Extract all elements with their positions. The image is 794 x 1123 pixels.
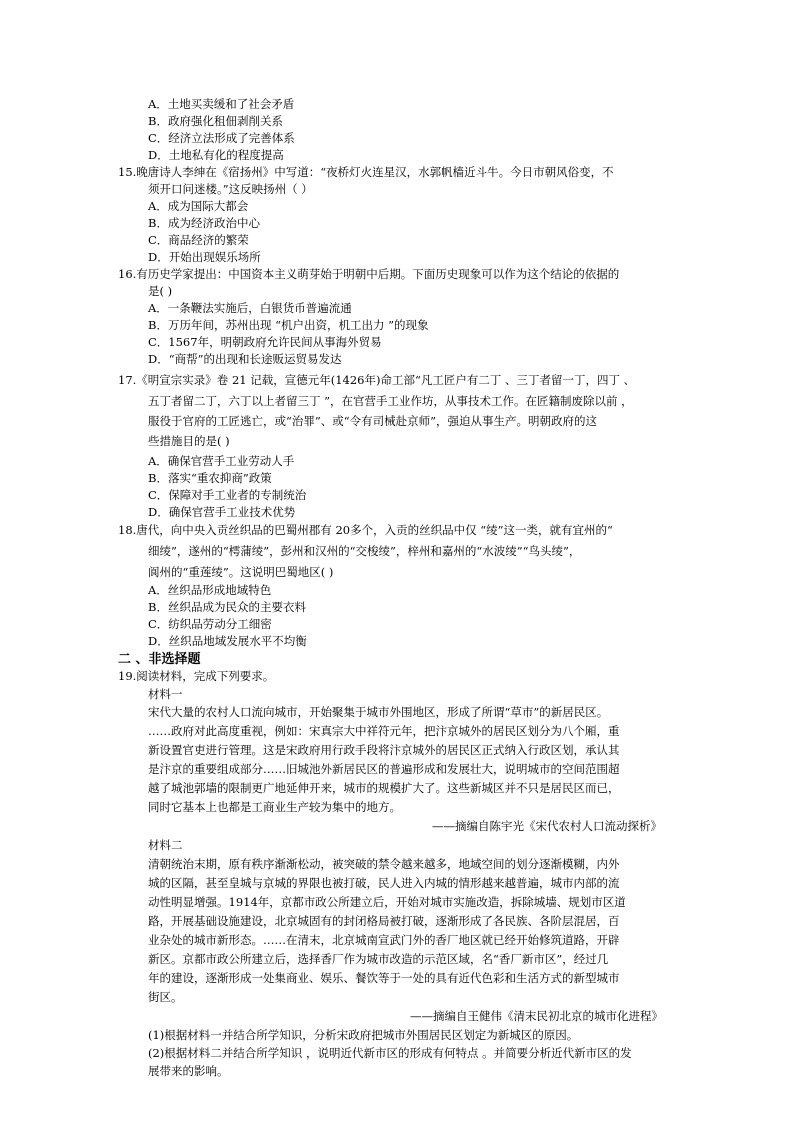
q15-option-d: D．开始出现娱乐场所	[148, 250, 261, 264]
material1-source: ——摘编自陈宇光《宋代农村人口流动探析》	[432, 819, 662, 833]
q17-stem-line3: 服役于官府的工匠逃亡，或“治罪”、或“令有司械赴京师”，强迫从事生产。明朝政府的这	[148, 414, 598, 428]
material2-line8: 街区。	[148, 990, 183, 1004]
q17-option-d: D．确保官营手工业技术优势	[148, 505, 296, 519]
material1-line2: ……政府对此高度重视，例如：宋真宗大中祥符元年，把汴京城外的居民区划分为八个厢，重	[148, 724, 620, 738]
material2-line2: 城的区隔，甚至皇城与京城的界限也被打破，民人进入内城的情形越来越普遍，城市内部的流	[148, 876, 620, 890]
material1-line6: 同时它基本上也都是工商业生产较为集中的地方。	[148, 800, 401, 814]
q16-option-a: A．一条鞭法实施后，白银货币普遍流通	[148, 301, 352, 315]
q18-option-b: B．丝织品成为民众的主要衣料	[148, 600, 306, 614]
q18-option-c: C．纺织品劳动分工细密	[148, 617, 272, 631]
material1-line5: 越了城池郭墙的限制更广地延伸开来，城市的规模扩大了。这些新城区并不只是居民区而已，	[148, 781, 620, 795]
q17-option-b: B．落实“重农抑商”政策	[148, 471, 272, 485]
material2-label: 材料二	[148, 838, 183, 852]
q16-option-c: C．1567年，明朝政府允许民间从事海外贸易	[148, 335, 382, 349]
q15-option-b: B．成为经济政治中心	[148, 216, 260, 230]
q15-option-a: A．成为国际大都会	[148, 199, 249, 213]
q17-option-c: C．保障对手工业者的专制统治	[148, 488, 307, 502]
material1-line1: 宋代大量的农村人口流向城市，开始聚集于城市外围地区，形成了所谓“草市”的新居民区。	[148, 705, 609, 719]
q15-stem-line2: 须开口问迷楼。”这反映扬州（ ）	[148, 182, 313, 196]
material2-line6: 新区。京都市政公所建立后，选择香厂作为城市改造的示范区域，名“香厂新市区”，经过几	[148, 952, 609, 966]
q14-option-c: C．经济立法形成了完善体系	[148, 131, 295, 145]
q17-stem-line2: 五丁者留二丁，六丁以上者留三丁 ”，在官营手工业作坊，从事技术工作。在匠籍制废除以前 ，	[148, 394, 633, 408]
q18-stem-line3: 阆州的“重莲绫”。这说明巴蜀地区( )	[148, 565, 334, 579]
q14-option-d: D．土地私有化的程度提高	[148, 148, 284, 162]
q16-option-d: D．“商帮”的出现和长途贩运贸易发达	[148, 352, 342, 366]
q15-stem-line1: 15.晚唐诗人李绅在《宿扬州》中写道：“夜桥灯火连星汉，水郭帆樯近斗牛。今日市朝风俗变，不	[118, 165, 614, 179]
q16-stem-line1: 16.有历史学家提出：中国资本主义萌芽始于明朝中后期。下面历史现象可以作为这个结论的依据的	[118, 267, 620, 281]
material2-line3: 动性明显增强。1914年，京都市政公所建立后，开始对城市实施改造，拆除城墙、规划市区道	[148, 895, 626, 909]
material1-line4: 是汴京的重要组成部分……旧城池外新居民区的普遍形成和发展壮大，说明城市的空间范围超	[148, 762, 620, 776]
material2-line7: 年的建设，逐渐形成一处集商业、娱乐、餐饮等于一处的具有近代色彩和生活方式的新型城市	[148, 971, 620, 985]
requirement-2-line2: 展带来的影响。	[148, 1064, 229, 1078]
q15-option-c: C．商品经济的繁荣	[148, 233, 249, 247]
material2-line5: 业杂处的城市新形态。……在清末，北京城南宣武门外的香厂地区就已经开始修筑道路，开辟	[148, 933, 620, 947]
requirement-2-line1: (2)根据材料二并结合所学知识 ，说明近代新市区的形成有何特点 。并简要分析近代新市区的发	[148, 1046, 632, 1060]
q16-stem-line2: 是( )	[148, 284, 173, 298]
section-title: 二 、非选择题	[118, 652, 201, 667]
q19-intro: 19.阅读材料，完成下列要求。	[118, 669, 275, 683]
requirement-1: (1)根据材料一并结合所学知识，分析宋政府把城市外围居民区划定为新城区的原因。	[148, 1028, 579, 1042]
q17-stem-line4: 些措施目的是( )	[148, 434, 230, 448]
q18-stem-line2: 细绫”，遂州的“樗蒲绫”，彭州和汉州的“交梭绫”，梓州和嘉州的“水波绫”“鸟头绫”，	[148, 544, 581, 558]
q18-stem-line1: 18.唐代，向中央入贡丝织品的巴蜀州郡有 20多个，入贡的丝织品中仅 “绫”这一类，就有宜州的“	[118, 523, 613, 537]
material1-label: 材料一	[148, 687, 183, 701]
material2-line4: 路，开展基础设施建设，北京城固有的封闭格局被打破，逐渐形成了各民族、各阶层混居，百	[148, 914, 620, 928]
q14-option-b: B．政府强化租佃剥削关系	[148, 114, 283, 128]
q18-option-a: A．丝织品形成地域特色	[148, 583, 272, 597]
q14-option-a: A．土地买卖缓和了社会矛盾	[148, 97, 295, 111]
material2-line1: 清朝统治末期，原有秩序渐渐松动，被突破的禁令越来越多，地域空间的划分逐渐模糊，内外	[148, 857, 620, 871]
q17-option-a: A．确保官营手工业劳动人手	[148, 454, 295, 468]
q16-option-b: B．万历年间，苏州出现 “机户出资，机工出力 ”的现象	[148, 318, 429, 332]
q18-option-d: D．丝织品地域发展水平不均衡	[148, 634, 307, 648]
material1-line3: 新设置官吏进行管理。这是宋政府用行政手段将汴京城外的居民区正式纳入行政区划，承认其	[148, 743, 620, 757]
q17-stem-line1: 17.《明宣宗实录》卷 21 记载，宣德元年(1426年)命工部“凡工匠户有二丁 、三丁者留一丁，四丁 、	[118, 373, 636, 387]
material2-source: ——摘编自王健伟《清末民初北京的城市化进程》	[410, 1009, 663, 1023]
